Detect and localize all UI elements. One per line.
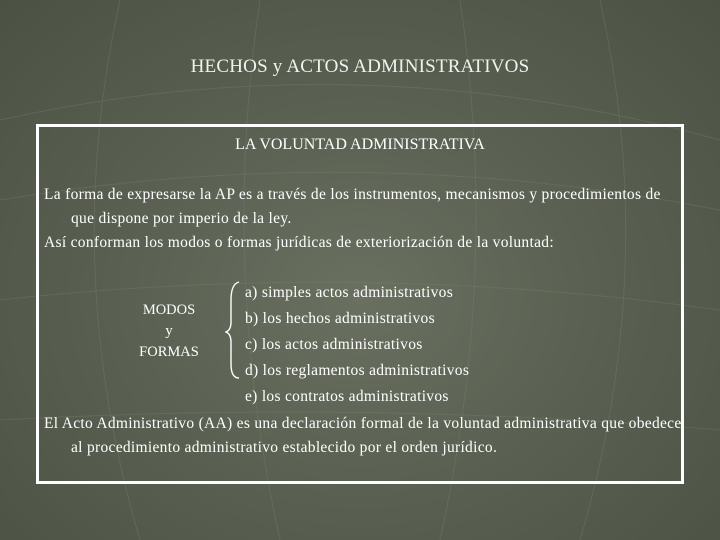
paragraph-forms: Así conforman los modos o formas jurídicas de exteriorización de la voluntad:: [44, 234, 554, 251]
paragraph-definition: El Acto Administrativo (AA) es una declaración formal de la voluntad administrativa que obedece al procedimiento administrativo establecido por el orden jurídico.: [44, 415, 682, 456]
modos-label-line2: y: [165, 323, 173, 339]
list-item: d) los reglamentos administrativos: [245, 362, 470, 379]
slide-title: HECHOS y ACTOS ADMINISTRATIVOS: [190, 56, 530, 77]
list-item: a) simples actos administrativos: [245, 284, 454, 301]
forms-list: [245, 280, 469, 410]
modos-label-line1: MODOS: [142, 302, 196, 318]
content-box: [36, 124, 684, 484]
list-item: e) los contratos administrativos: [245, 388, 449, 405]
list-item: c) los actos administrativos: [245, 336, 423, 353]
list-item: b) los hechos administrativos: [245, 310, 435, 327]
left-brace-icon: [225, 280, 245, 380]
modos-formas-label: [129, 300, 209, 363]
box-heading: LA VOLUNTAD ADMINISTRATIVA: [235, 136, 485, 153]
modos-label-line3: FORMAS: [139, 344, 199, 360]
paragraph-intro: La forma de expresarse la AP es a través de los instrumentos, mecanismos y procedimientos de que dispone por imperio de la ley.: [44, 186, 661, 227]
